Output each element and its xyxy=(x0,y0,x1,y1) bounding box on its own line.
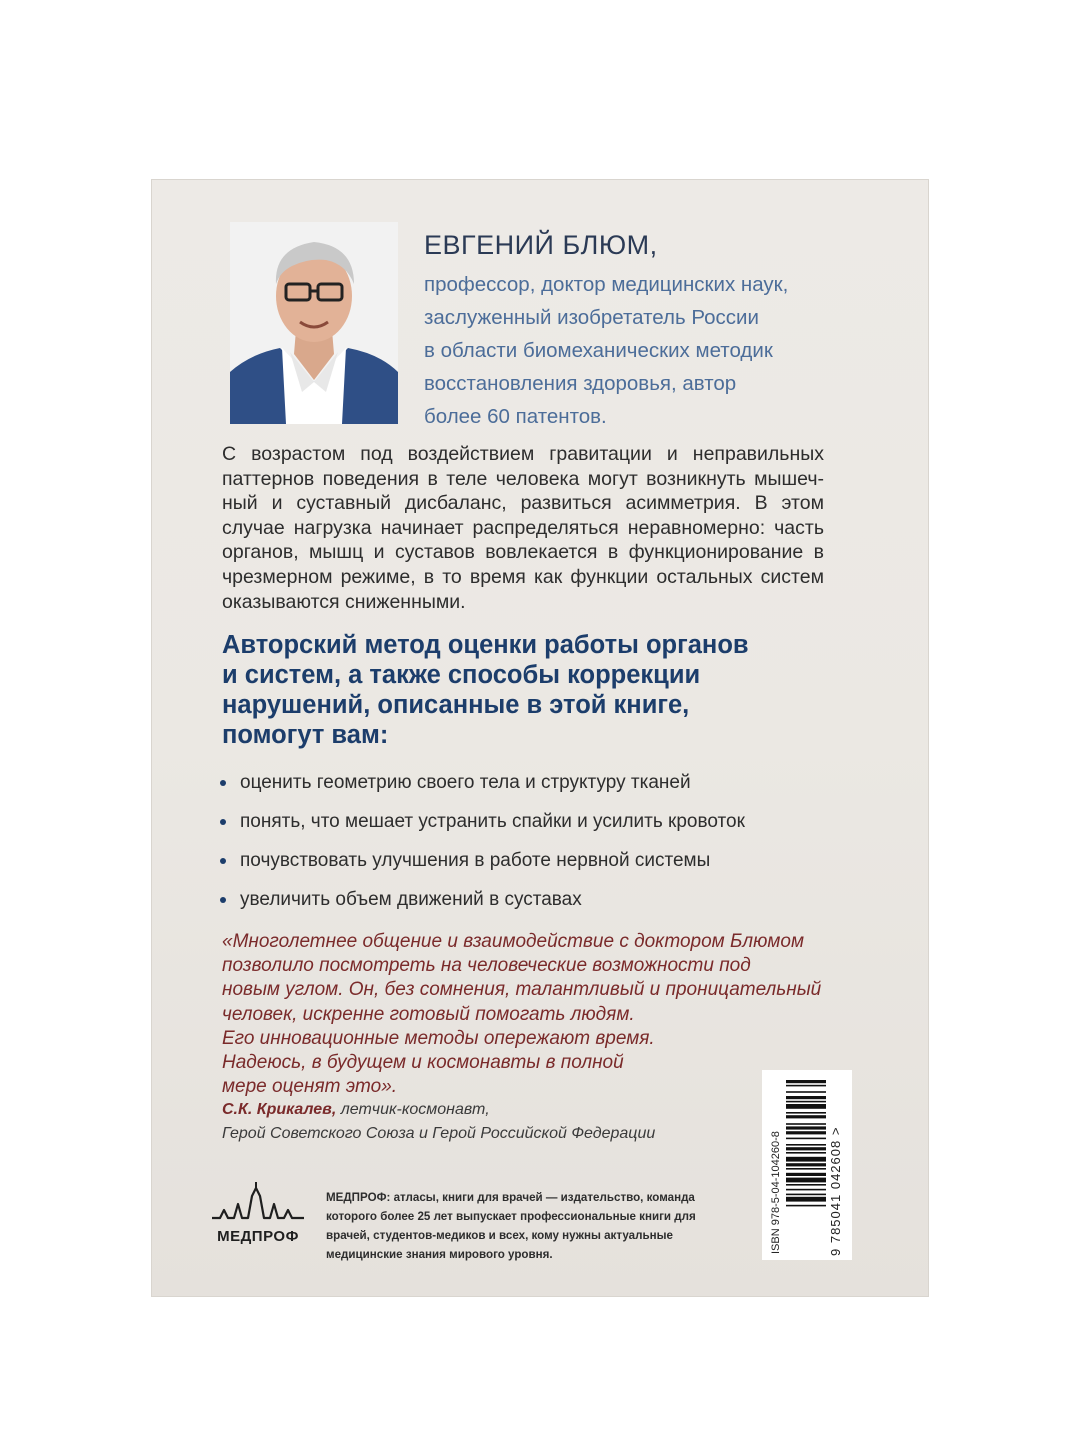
author-description-line: восстановления здоровья, автор xyxy=(424,372,737,395)
book-back-cover xyxy=(152,180,928,1296)
benefit-item xyxy=(218,809,838,848)
benefits-list xyxy=(218,770,838,926)
publisher-description xyxy=(326,1188,696,1264)
bullet-dot-icon xyxy=(220,819,226,825)
benefit-text: почувствовать улучшения в работе нервной системы xyxy=(240,850,711,871)
bullet-dot-icon xyxy=(220,897,226,903)
isbn-barcode xyxy=(762,1070,852,1260)
quote-line: новым углом. Он, без сомнения, талантливый и проницательный xyxy=(222,979,822,1001)
method-heading xyxy=(222,630,842,750)
bullet-dot-icon xyxy=(220,780,226,786)
benefit-item xyxy=(218,770,838,809)
quote-line: человек, искренне готовый помогать людям. xyxy=(222,1003,635,1025)
author-name: ЕВГЕНИЙ БЛЮМ, xyxy=(424,230,658,260)
author-photo xyxy=(230,222,398,424)
benefit-item xyxy=(218,887,838,926)
isbn-number: ISBN 978-5-04-104260-8 xyxy=(770,1131,782,1254)
quote-line: мере оценят это». xyxy=(222,1076,398,1098)
quote-line: «Многолетнее общение и взаимодействие с доктором Блюмом xyxy=(222,931,804,952)
method-heading-line: помогут вам: xyxy=(222,721,389,749)
quote-line: Его инновационные методы опережают время. xyxy=(222,1027,655,1049)
attribution-name: С.К. Крикалев, xyxy=(222,1101,337,1118)
publisher-name: МЕДПРОФ: xyxy=(326,1191,391,1204)
author-description-line: профессор, доктор медицинских наук, xyxy=(424,273,789,296)
attribution-titles: Герой Советского Союза и Герой Российской Федерации xyxy=(222,1125,656,1142)
author-description-line: более 60 патентов. xyxy=(424,405,607,428)
author-description-line: заслуженный изобретатель России xyxy=(424,306,759,329)
testimonial-quote xyxy=(222,930,842,1099)
quote-line: позволило посмотреть на человеческие возможности под xyxy=(222,955,751,977)
method-heading-line: нарушений, описанные в этой книге, xyxy=(222,691,690,719)
attribution-role: летчик-космонавт, xyxy=(340,1101,490,1118)
benefit-text: оценить геометрию своего тела и структуру тканей xyxy=(240,772,691,793)
method-heading-line: и систем, а также способы коррекции xyxy=(222,661,701,689)
publisher-logo xyxy=(210,1182,306,1252)
ean-number: 9 785041 042608 > xyxy=(828,1126,843,1256)
method-heading-line: Авторский метод оценки работы органов xyxy=(222,631,749,659)
attribution-line xyxy=(222,1098,782,1122)
benefit-item xyxy=(218,848,838,887)
benefit-text: увеличить объем движений в суставах xyxy=(240,889,582,910)
publisher-blurb: атласы, книги для врачей — издательство, команда которого более 25 лет выпускает профессиональные книги для врачей, студентов-медиков и всех, кому нужны актуальные медицинские знания мирового уровня. xyxy=(326,1191,696,1261)
intro-paragraph: С возрастом под воздействием гравитации и неправильных паттернов поведения в теле человека могут возникнуть мышеч-ный и суставный дисбаланс, развиться асимметрия. В этом случае нагрузка начинает распределяться неравномерно: часть органов, мышц и суставов вовлекается в функционирование в чрезмерном режиме, в то время как функции остальных систем оказываются сниженными. xyxy=(222,443,824,613)
author-description-line: в области биомеханических методик xyxy=(424,339,773,362)
quote-attribution xyxy=(222,1098,782,1146)
bullet-dot-icon xyxy=(220,858,226,864)
author-portrait-image xyxy=(230,222,398,424)
benefit-text: понять, что мешает устранить спайки и усилить кровоток xyxy=(240,811,745,832)
quote-line: Надеюсь, в будущем и космонавты в полной xyxy=(222,1052,624,1074)
author-description xyxy=(424,268,864,433)
kremlin-skyline-icon xyxy=(210,1182,306,1226)
publisher-logo-text: МЕДПРОФ xyxy=(217,1228,299,1245)
